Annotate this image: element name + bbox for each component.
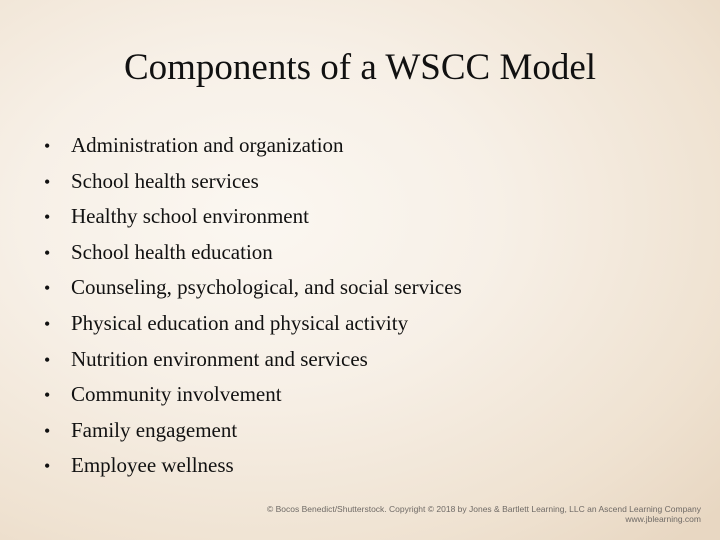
list-item-text: Family engagement	[71, 417, 238, 442]
list-item	[44, 164, 462, 200]
bullet-icon: •	[44, 171, 51, 192]
bullet-icon: •	[44, 456, 51, 477]
bullet-icon: •	[44, 385, 51, 406]
list-item-text: School health education	[71, 239, 273, 264]
list-item	[44, 270, 462, 306]
list-item	[44, 235, 462, 271]
list-item	[44, 128, 462, 164]
copyright-credit	[267, 504, 701, 524]
bullet-icon: •	[44, 313, 51, 334]
components-list	[44, 128, 462, 484]
list-item-text: Nutrition environment and services	[71, 346, 368, 371]
list-item-text: Healthy school environment	[71, 204, 309, 229]
list-item-text: School health services	[71, 168, 259, 193]
credit-line: © Bocos Benedict/Shutterstock. Copyright © 2018 by Jones & Bartlett Learning, LLC an Ascend Learning Company	[267, 504, 701, 514]
list-item-text: Employee wellness	[71, 453, 234, 478]
list-item-text: Physical education and physical activity	[71, 310, 409, 335]
bullet-icon: •	[44, 420, 51, 441]
bullet-icon: •	[44, 136, 51, 156]
slide-title: Components of a WSCC Model	[123, 47, 597, 88]
list-item-text: Administration and organization	[71, 133, 344, 157]
bullet-icon: •	[44, 278, 51, 299]
bullet-icon: •	[44, 242, 51, 263]
list-item	[44, 448, 462, 484]
list-item	[44, 342, 462, 378]
list-item	[44, 377, 462, 413]
bullet-icon: •	[44, 349, 51, 370]
list-item	[44, 199, 462, 235]
bullet-icon: •	[44, 207, 51, 228]
publisher-url: www.jblearning.com	[625, 514, 701, 524]
list-item	[44, 306, 462, 342]
list-item-text: Counseling, psychological, and social services	[71, 275, 462, 300]
list-item	[44, 413, 462, 449]
list-item-text: Community involvement	[71, 382, 282, 407]
